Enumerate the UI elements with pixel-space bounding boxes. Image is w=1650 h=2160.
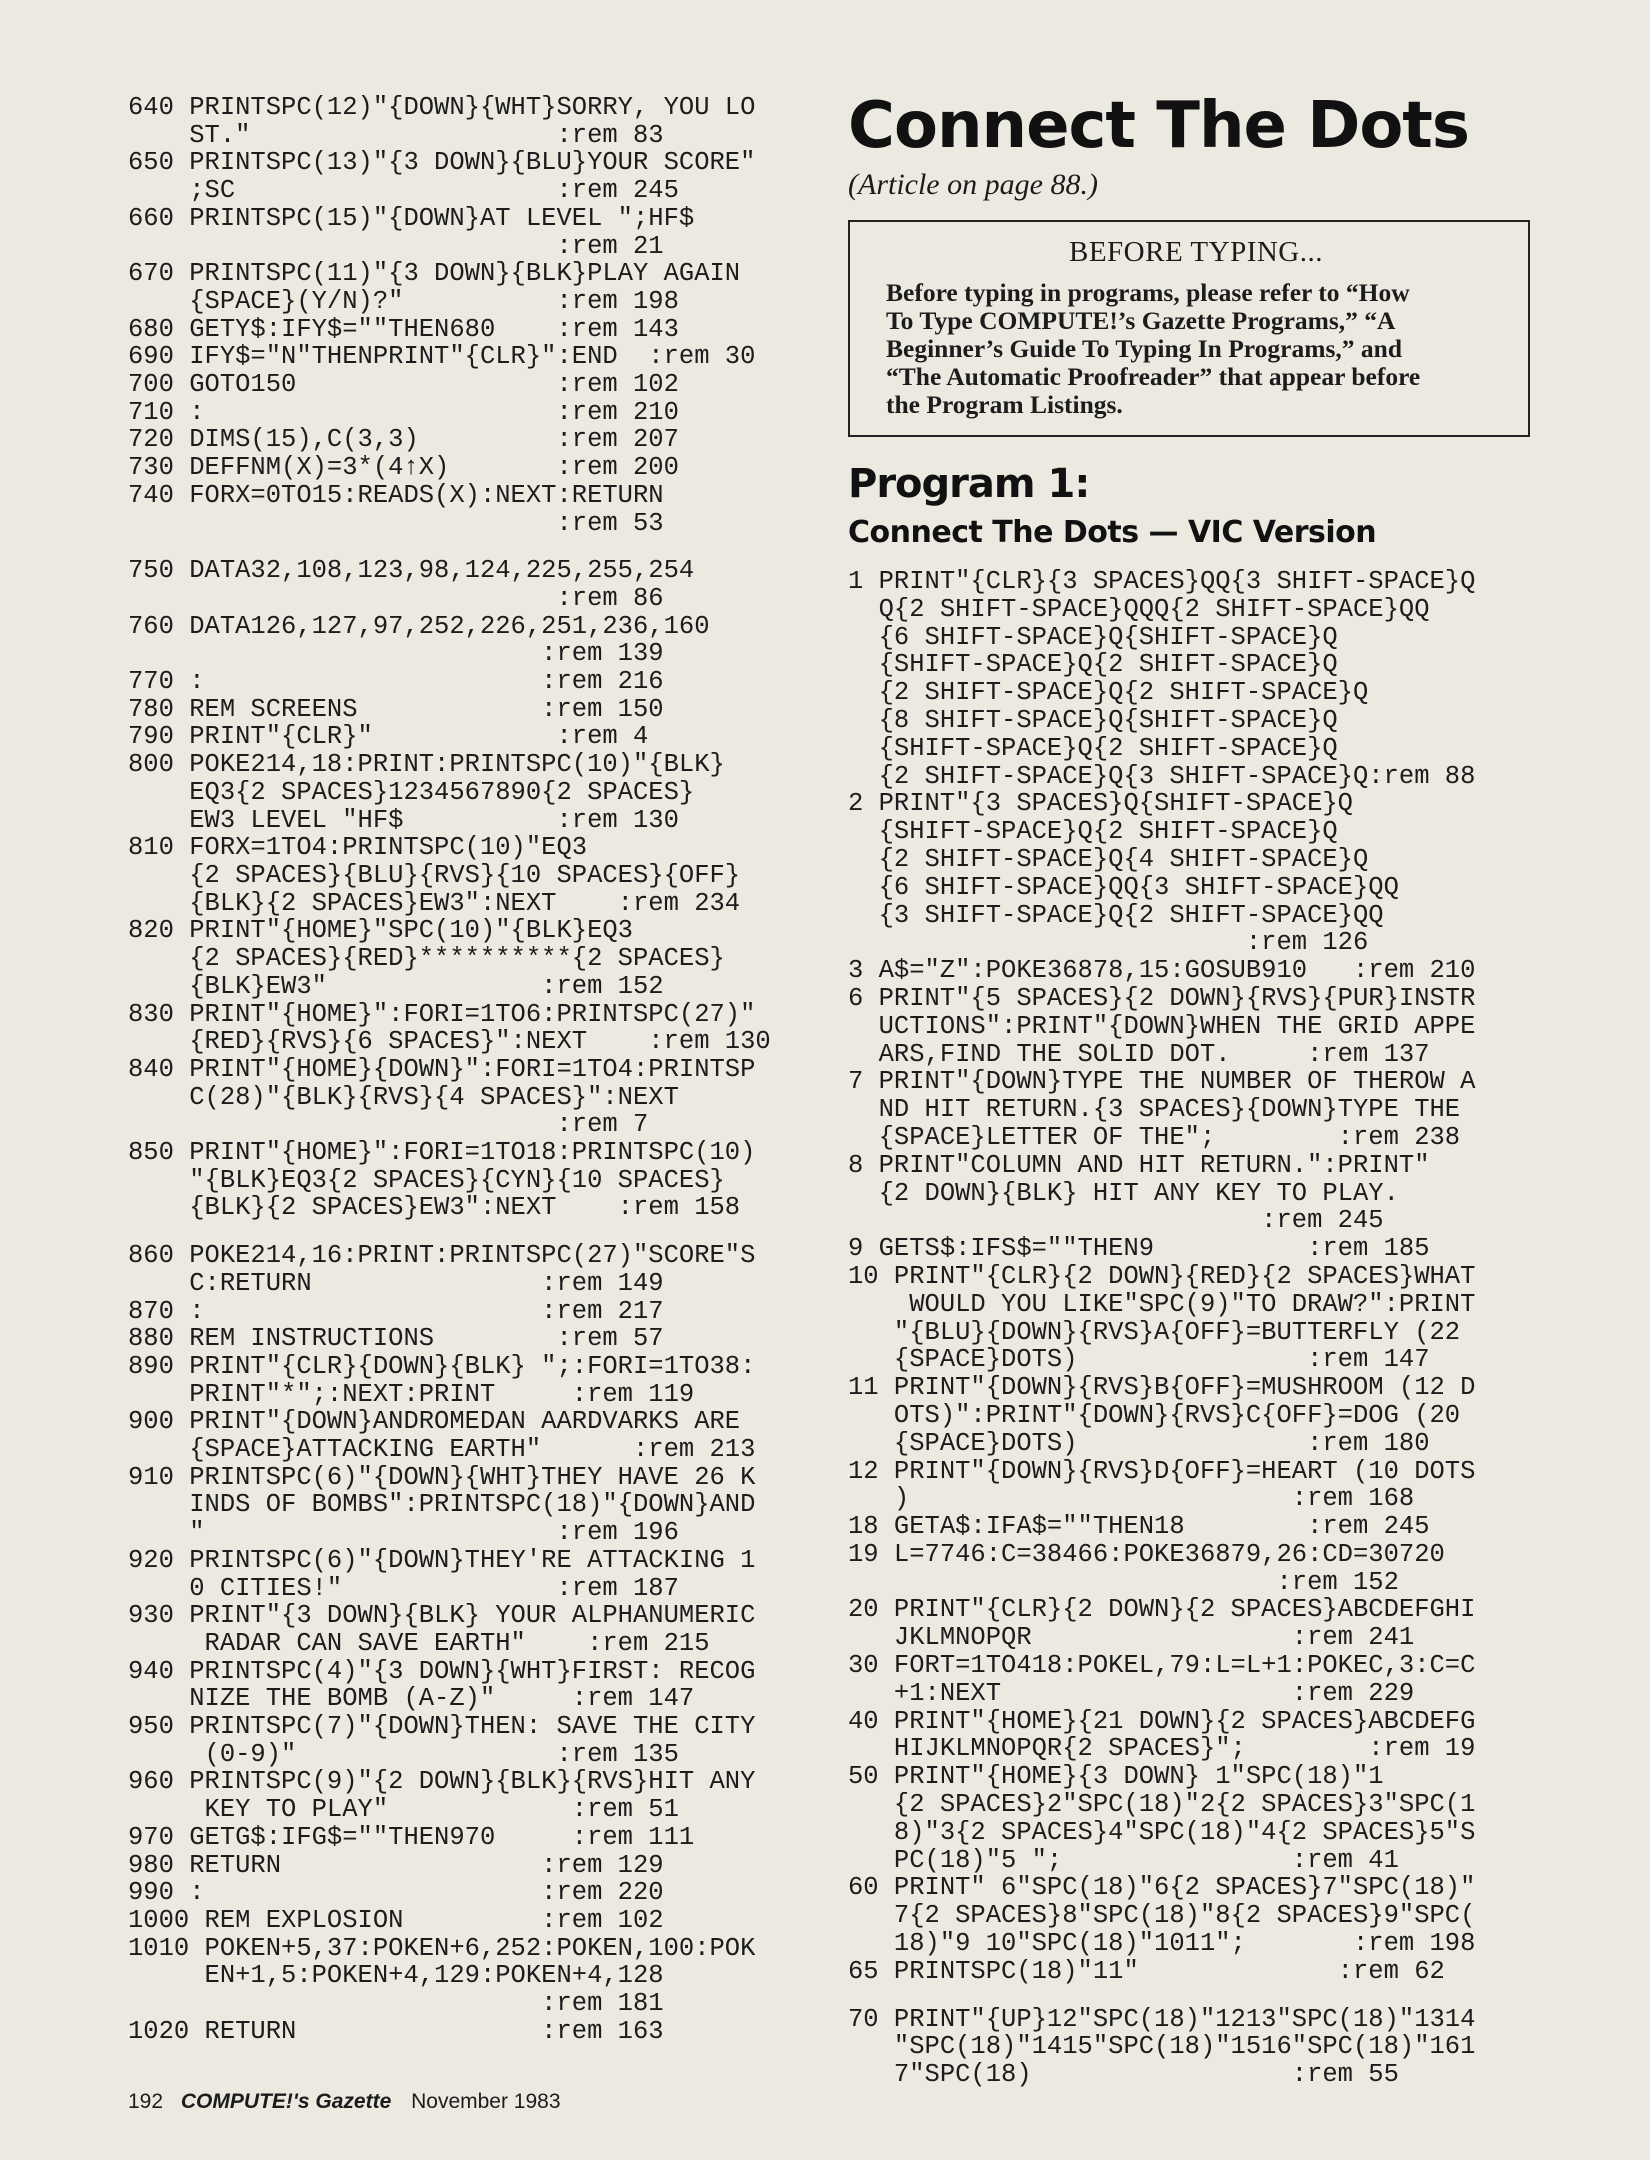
code-line: Q{2 SHIFT-SPACE}QQQ{2 SHIFT-SPACE}QQ xyxy=(848,594,1430,624)
right-code-listing xyxy=(848,568,1538,2089)
code-line: 860 POKE214,16:PRINT:PRINTSPC(27)"SCORE"S xyxy=(128,1241,756,1271)
box-heading: BEFORE TYPING... xyxy=(1069,236,1323,268)
code-line: 40 PRINT"{HOME}{21 DOWN}{2 SPACES}ABCDEFG xyxy=(848,1706,1476,1736)
code-line: 3 A$="Z":POKE36878,15:GOSUB910 :rem 210 xyxy=(848,956,1476,986)
box-body xyxy=(886,279,1506,419)
code-line: {6 SHIFT-SPACE}Q{SHIFT-SPACE}Q xyxy=(848,622,1338,652)
code-line: 940 PRINTSPC(4)"{3 DOWN}{WHT}FIRST: RECOG xyxy=(128,1656,756,1686)
code-line: PRINT"*";:NEXT:PRINT :rem 119 xyxy=(128,1379,695,1409)
code-line: 850 PRINT"{HOME}":FORI=1TO18:PRINTSPC(10) xyxy=(128,1138,756,1168)
code-line: 720 DIMS(15),C(3,3) :rem 207 xyxy=(128,425,679,455)
code-line: {2 DOWN}{BLK} HIT ANY KEY TO PLAY. xyxy=(848,1178,1399,1208)
line-gap xyxy=(128,1222,828,1242)
code-line: 60 PRINT" 6"SPC(18)"6{2 SPACES}7"SPC(18)" xyxy=(848,1873,1476,1903)
code-line: 660 PRINTSPC(15)"{DOWN}AT LEVEL ";HF$ xyxy=(128,203,695,233)
magazine-name: COMPUTE!'s Gazette xyxy=(180,2090,392,2113)
code-line: EN+1,5:POKEN+4,129:POKEN+4,128 xyxy=(128,1961,664,1991)
code-line: 730 DEFFNM(X)=3*(4↑X) :rem 200 xyxy=(128,453,679,483)
code-line: ST." :rem 83 xyxy=(128,120,664,150)
line-gap xyxy=(848,1986,1538,2006)
box-line: the Program Listings. xyxy=(886,390,1123,419)
right-column xyxy=(848,89,1538,2090)
issue-date: November 1983 xyxy=(411,2090,561,2113)
code-line: C:RETURN :rem 149 xyxy=(128,1268,664,1298)
code-line: {SHIFT-SPACE}Q{2 SHIFT-SPACE}Q xyxy=(848,817,1338,847)
code-line: 950 PRINTSPC(7)"{DOWN}THEN: SAVE THE CITY xyxy=(128,1712,756,1742)
code-line: {2 SPACES}2"SPC(18)"2{2 SPACES}3"SPC(1 xyxy=(848,1790,1476,1820)
code-line: ND HIT RETURN.{3 SPACES}{DOWN}TYPE THE xyxy=(848,1095,1461,1125)
code-line: 70 PRINT"{UP}12"SPC(18)"1213"SPC(18)"1314 xyxy=(848,2004,1476,2034)
code-line: RADAR CAN SAVE EARTH" :rem 215 xyxy=(128,1628,710,1658)
code-line: 980 RETURN :rem 129 xyxy=(128,1850,664,1880)
code-line: 18 GETA$:IFA$=""THEN18 :rem 245 xyxy=(848,1512,1430,1542)
code-line: {SPACE}ATTACKING EARTH" :rem 213 xyxy=(128,1435,756,1465)
code-line: 960 PRINTSPC(9)"{2 DOWN}{BLK}{RVS}HIT ANY xyxy=(128,1767,756,1797)
before-typing-box xyxy=(848,220,1530,437)
code-line: {2 SHIFT-SPACE}Q{2 SHIFT-SPACE}Q xyxy=(848,678,1369,708)
code-line: ARS,FIND THE SOLID DOT. :rem 137 xyxy=(848,1039,1430,1069)
code-line: 790 PRINT"{CLR}" :rem 4 xyxy=(128,722,649,752)
code-line: 870 : :rem 217 xyxy=(128,1296,664,1326)
code-line: JKLMNOPQR :rem 241 xyxy=(848,1623,1415,1653)
code-line: 810 FORX=1TO4:PRINTSPC(10)"EQ3 xyxy=(128,833,588,863)
code-line: 640 PRINTSPC(12)"{DOWN}{WHT}SORRY, YOU LO xyxy=(128,93,756,122)
code-line: :rem 152 xyxy=(848,1567,1399,1597)
code-line: 830 PRINT"{HOME}":FORI=1TO6:PRINTSPC(27)" xyxy=(128,999,756,1029)
code-line: :rem 53 xyxy=(128,508,664,538)
code-line: 12 PRINT"{DOWN}{RVS}D{OFF}=HEART (10 DOTS xyxy=(848,1456,1476,1486)
code-line: 1 PRINT"{CLR}{3 SPACES}QQ{3 SHIFT-SPACE}Q xyxy=(848,567,1476,596)
code-line: 990 : :rem 220 xyxy=(128,1878,664,1908)
code-line: 1010 POKEN+5,37:POKEN+6,252:POKEN,100:POK xyxy=(128,1933,756,1963)
code-line: HIJKLMNOPQR{2 SPACES}"; :rem 19 xyxy=(848,1734,1476,1764)
code-line: 840 PRINT"{HOME}{DOWN}":FORI=1TO4:PRINTSP xyxy=(128,1054,756,1084)
left-code-listing xyxy=(128,94,828,2046)
code-line: {SHIFT-SPACE}Q{2 SHIFT-SPACE}Q xyxy=(848,733,1338,763)
code-line: 680 GETY$:IFY$=""THEN680 :rem 143 xyxy=(128,314,679,344)
code-line: "{BLU}{DOWN}{RVS}A{OFF}=BUTTERFLY (22 xyxy=(848,1317,1461,1347)
code-line: {BLK}EW3" :rem 152 xyxy=(128,971,664,1001)
code-line: {6 SHIFT-SPACE}QQ{3 SHIFT-SPACE}QQ xyxy=(848,872,1399,902)
code-line: 19 L=7746:C=38466:POKE36879,26:CD=30720 xyxy=(848,1539,1445,1569)
box-line: Before typing in programs, please refer to “How xyxy=(886,278,1410,307)
code-line: 6 PRINT"{5 SPACES}{2 DOWN}{RVS}{PUR}INSTR xyxy=(848,983,1476,1013)
code-line: {2 SHIFT-SPACE}Q{3 SHIFT-SPACE}Q:rem 88 xyxy=(848,761,1476,791)
page-number: 192 xyxy=(128,2090,164,2113)
code-line: {SPACE}DOTS) :rem 180 xyxy=(848,1428,1430,1458)
code-line: 910 PRINTSPC(6)"{DOWN}{WHT}THEY HAVE 26 K xyxy=(128,1462,756,1492)
page-footer xyxy=(128,2090,561,2114)
code-line: (0-9)" :rem 135 xyxy=(128,1739,679,1769)
code-line: 8 PRINT"COLUMN AND HIT RETURN.":PRINT" xyxy=(848,1150,1430,1180)
line-gap xyxy=(128,537,828,557)
code-line: 700 GOTO150 :rem 102 xyxy=(128,370,679,400)
code-line: :rem 21 xyxy=(128,231,664,261)
code-line: {3 SHIFT-SPACE}Q{2 SHIFT-SPACE}QQ xyxy=(848,900,1384,930)
code-line: +1:NEXT :rem 229 xyxy=(848,1678,1415,1708)
code-line: {BLK}{2 SPACES}EW3":NEXT :rem 234 xyxy=(128,888,741,918)
code-line: :rem 181 xyxy=(128,1989,664,2019)
code-line: KEY TO PLAY" :rem 51 xyxy=(128,1795,679,1825)
code-line: EW3 LEVEL "HF$ :rem 130 xyxy=(128,805,679,835)
code-line: {RED}{RVS}{6 SPACES}":NEXT :rem 130 xyxy=(128,1027,771,1057)
code-line: 920 PRINTSPC(6)"{DOWN}THEY'RE ATTACKING 1 xyxy=(128,1545,756,1575)
code-line: PC(18)"5 "; :rem 41 xyxy=(848,1845,1399,1875)
code-line: UCTIONS":PRINT"{DOWN}WHEN THE GRID APPE xyxy=(848,1011,1476,1041)
code-line: 710 : :rem 210 xyxy=(128,397,679,427)
code-line: 10 PRINT"{CLR}{2 DOWN}{RED}{2 SPACES}WHAT xyxy=(848,1261,1476,1291)
code-line: 7 PRINT"{DOWN}TYPE THE NUMBER OF THEROW A xyxy=(848,1067,1476,1097)
code-line: "{BLK}EQ3{2 SPACES}{CYN}{10 SPACES} xyxy=(128,1165,725,1195)
code-line: WOULD YOU LIKE"SPC(9)"TO DRAW?":PRINT xyxy=(848,1289,1476,1319)
code-line: 8)"3{2 SPACES}4"SPC(18)"4{2 SPACES}5"S xyxy=(848,1817,1476,1847)
code-line: 760 DATA126,127,97,252,226,251,236,160 xyxy=(128,611,710,641)
code-line: 750 DATA32,108,123,98,124,225,255,254 xyxy=(128,556,695,586)
code-line: 740 FORX=0TO15:READS(X):NEXT:RETURN xyxy=(128,480,664,510)
code-line: 650 PRINTSPC(13)"{3 DOWN}{BLU}YOUR SCORE" xyxy=(128,148,756,178)
code-line: 880 REM INSTRUCTIONS :rem 57 xyxy=(128,1324,664,1354)
code-line: OTS)":PRINT"{DOWN}{RVS}C{OFF}=DOG (20 xyxy=(848,1400,1461,1430)
code-line: 690 IFY$="N"THENPRINT"{CLR}":END :rem 30 xyxy=(128,342,756,372)
code-line: 65 PRINTSPC(18)"11" :rem 62 xyxy=(848,1956,1445,1986)
code-line: 820 PRINT"{HOME}"SPC(10)"{BLK}EQ3 xyxy=(128,916,633,946)
code-line: :rem 126 xyxy=(848,928,1369,958)
code-line: 900 PRINT"{DOWN}ANDROMEDAN AARDVARKS ARE xyxy=(128,1407,741,1437)
box-line: Beginner’s Guide To Typing In Programs,” and xyxy=(886,334,1403,363)
code-line: 9 GETS$:IFS$=""THEN9 :rem 185 xyxy=(848,1234,1430,1264)
code-line: {BLK}{2 SPACES}EW3":NEXT :rem 158 xyxy=(128,1193,741,1223)
code-line: ;SC :rem 245 xyxy=(128,176,679,206)
code-line: 0 CITIES!" :rem 187 xyxy=(128,1573,679,1603)
code-line: C(28)"{BLK}{RVS}{4 SPACES}":NEXT xyxy=(128,1082,679,1112)
box-line: To Type COMPUTE!’s Gazette Programs,” “A xyxy=(886,306,1396,335)
code-line: NIZE THE BOMB (A-Z)" :rem 147 xyxy=(128,1684,695,1714)
code-line: {SPACE}LETTER OF THE"; :rem 238 xyxy=(848,1122,1461,1152)
code-line: 20 PRINT"{CLR}{2 DOWN}{2 SPACES}ABCDEFGHI xyxy=(848,1595,1476,1625)
code-line: :rem 7 xyxy=(128,1110,649,1140)
code-line: 2 PRINT"{3 SPACES}Q{SHIFT-SPACE}Q xyxy=(848,789,1353,819)
code-line: {SPACE}DOTS) :rem 147 xyxy=(848,1345,1430,1375)
article-subtitle: (Article on page 88.) xyxy=(848,168,1098,201)
code-line: 1000 REM EXPLOSION :rem 102 xyxy=(128,1906,664,1935)
article-title: Connect The Dots xyxy=(848,89,1469,163)
code-line: {2 SHIFT-SPACE}Q{4 SHIFT-SPACE}Q xyxy=(848,844,1369,874)
code-line: 7{2 SPACES}8"SPC(18)"8{2 SPACES}9"SPC( xyxy=(848,1901,1476,1931)
code-line: :rem 245 xyxy=(848,1206,1384,1236)
code-line: INDS OF BOMBS":PRINTSPC(18)"{DOWN}AND xyxy=(128,1490,756,1520)
box-line: “The Automatic Proofreader” that appear before xyxy=(886,362,1421,391)
code-line: 11 PRINT"{DOWN}{RVS}B{OFF}=MUSHROOM (12 D xyxy=(848,1373,1476,1403)
code-line: 780 REM SCREENS :rem 150 xyxy=(128,694,664,724)
code-line: " :rem 196 xyxy=(128,1518,679,1548)
program-subheading: Connect The Dots — VIC Version xyxy=(848,515,1377,550)
code-line: 770 : :rem 216 xyxy=(128,667,664,697)
code-line: :rem 139 xyxy=(128,639,664,669)
code-line: {2 SPACES}{RED}**********{2 SPACES} xyxy=(128,944,725,974)
code-line: 1020 RETURN :rem 163 xyxy=(128,2016,664,2046)
program-heading: Program 1: xyxy=(848,461,1090,507)
code-line: {2 SPACES}{BLU}{RVS}{10 SPACES}{OFF} xyxy=(128,860,741,890)
code-line: 7"SPC(18) :rem 55 xyxy=(848,2060,1399,2090)
code-line: {SHIFT-SPACE}Q{2 SHIFT-SPACE}Q xyxy=(848,650,1338,680)
code-line: 670 PRINTSPC(11)"{3 DOWN}{BLK}PLAY AGAIN xyxy=(128,259,741,289)
code-line: ) :rem 168 xyxy=(848,1484,1415,1514)
code-line: :rem 86 xyxy=(128,583,664,613)
code-line: {SPACE}(Y/N)?" :rem 198 xyxy=(128,286,679,316)
code-line: 930 PRINT"{3 DOWN}{BLK} YOUR ALPHANUMERIC xyxy=(128,1601,756,1631)
code-line: "SPC(18)"1415"SPC(18)"1516"SPC(18)"161 xyxy=(848,2032,1476,2062)
code-line: 30 FORT=1TO418:POKEL,79:L=L+1:POKEC,3:C=C xyxy=(848,1651,1476,1681)
code-line: 18)"9 10"SPC(18)"1011"; :rem 198 xyxy=(848,1929,1476,1959)
code-line: 890 PRINT"{CLR}{DOWN}{BLK} ";:FORI=1TO38: xyxy=(128,1351,756,1381)
code-line: 50 PRINT"{HOME}{3 DOWN} 1"SPC(18)"1 xyxy=(848,1762,1384,1792)
code-line: 800 POKE214,18:PRINT:PRINTSPC(10)"{BLK} xyxy=(128,750,725,780)
code-line: {8 SHIFT-SPACE}Q{SHIFT-SPACE}Q xyxy=(848,705,1338,735)
code-line: 970 GETG$:IFG$=""THEN970 :rem 111 xyxy=(128,1822,695,1852)
code-line: EQ3{2 SPACES}1234567890{2 SPACES} xyxy=(128,777,695,807)
